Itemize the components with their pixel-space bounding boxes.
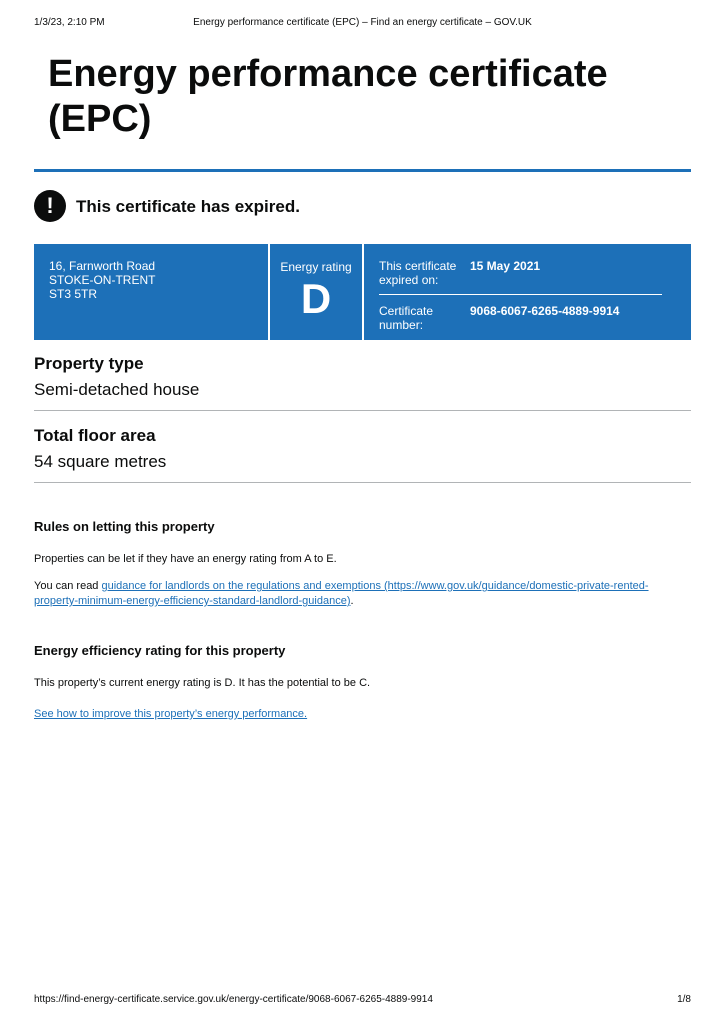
title-divider [34,169,691,172]
page-number: 1/8 [677,994,691,1005]
letting-rules-heading: Rules on letting this property [34,519,215,534]
print-page-title: Energy performance certificate (EPC) – Find an energy certificate – GOV.UK [193,17,532,28]
property-type-value: Semi-detached house [34,380,200,399]
expired-date: 15 May 2021 [470,259,541,273]
energy-rating-letter: D [300,275,332,322]
property-type-section [34,354,691,400]
guidance-suffix: . [350,595,354,607]
summary-inner-divider [379,294,662,295]
floor-area-heading: Total floor area [34,426,156,445]
guidance-prefix: You can read [34,580,102,592]
certificate-number: 9068-6067-6265-4889-9914 [470,304,620,318]
address-line-3: ST3 5TR [49,287,98,301]
summary-divider [362,244,364,340]
warning-icon: ! [34,190,66,222]
address-line-1: 16, Farnworth Road [49,259,156,273]
print-header [34,17,691,31]
certificate-number-label: Certificate number: [379,304,434,332]
floor-area-value: 54 square metres [34,452,167,471]
energy-rating-label: Energy rating [280,260,352,274]
certificate-summary-panel [34,244,691,340]
efficiency-heading: Energy efficiency rating for this property [34,643,286,658]
expired-label: This certificate expired on: [379,259,457,287]
section-divider [34,482,691,483]
efficiency-text: This property’s current energy rating is D. It has the potential to be C. [34,677,371,689]
warning-text: This certificate has expired. [76,197,300,216]
property-address [49,259,155,301]
print-footer [34,994,691,1008]
address-line-2: STOKE-ON-TRENT [49,273,156,287]
guidance-link[interactable]: guidance for landlords on the regulations and exemptions (https://www.gov.uk/guidance/domestic-private-rented-property-minimum-energy-efficiency-standard-landlord-guidance) [34,580,649,607]
print-date: 1/3/23, 2:10 PM [34,17,105,28]
improve-performance-link[interactable]: See how to improve this property’s energy performance. [34,708,308,720]
property-type-heading: Property type [34,354,144,373]
page-title: Energy performance certificate (EPC) [48,53,608,140]
letting-rules-text: Properties can be let if they have an energy rating from A to E. [34,553,337,565]
print-url: https://find-energy-certificate.service.gov.uk/energy-certificate/9068-6067-6265-4889-9914 [34,994,433,1005]
guidance-paragraph [34,579,684,609]
floor-area-section [34,426,691,472]
improve-paragraph [34,707,684,722]
section-divider [34,410,691,411]
